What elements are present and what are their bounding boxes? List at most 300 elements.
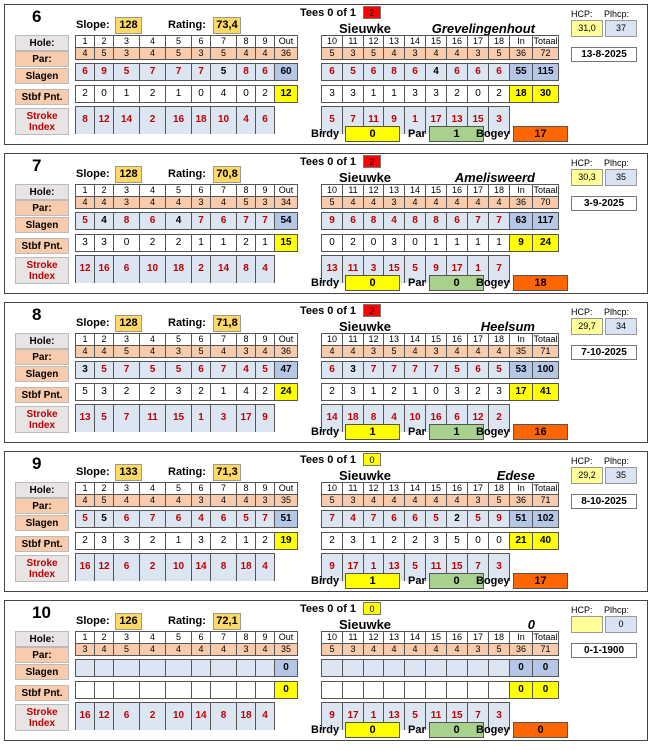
front-holes-cell: 2: [95, 632, 114, 644]
back-si-cell: 17: [343, 554, 364, 581]
back-par-cell: 4: [384, 495, 405, 507]
back-si-cell: 8: [364, 405, 384, 432]
back-holes-cell: 15: [426, 36, 447, 48]
slagen-label: Slagen: [15, 217, 69, 233]
back-stbf-cell: 3: [489, 384, 510, 401]
front-par-cell: 3: [237, 644, 256, 656]
front-par-cell: 4: [76, 197, 95, 209]
front-slagen-cell: 7: [211, 362, 237, 379]
back-par-cell: 70: [533, 197, 559, 209]
back-stbf-cell: 0: [533, 682, 559, 699]
back-slagen-cell: 4: [426, 64, 447, 81]
front-si-cell: 16: [166, 107, 192, 134]
front-stbf-cell: 2: [76, 533, 95, 550]
front-stbf-cell: [95, 682, 114, 699]
back-holes-cell: 18: [489, 632, 510, 644]
back-stbf-cell: [405, 682, 426, 699]
front-par-cell: 4: [256, 346, 275, 358]
front-holes-cell: 1: [76, 483, 95, 495]
back-par-cell: 5: [322, 495, 343, 507]
back-par-cell: 35: [510, 346, 533, 358]
front-slagen-cell: [76, 660, 95, 677]
front-stbf-cell: [166, 682, 192, 699]
front-holes-cell: 2: [95, 483, 114, 495]
back-si-cell: 1: [468, 256, 489, 283]
plhcp-label: Plhcp:: [604, 9, 630, 19]
hcp-label: HCP:: [571, 158, 593, 168]
back-slagen: [321, 63, 559, 81]
back-holes-cell: 13: [384, 632, 405, 644]
back-si-cell: 5: [405, 554, 426, 581]
back-par-cell: 4: [447, 346, 468, 358]
front-par-cell: 3: [166, 346, 192, 358]
back-si-cell: 9: [322, 554, 343, 581]
rating-label: Rating:: [168, 19, 206, 31]
back-stbf-cell: 41: [533, 384, 559, 401]
par-stat-value: 1: [429, 424, 484, 440]
front-si-cell: 6: [114, 554, 140, 581]
back-holes-cell: 13: [384, 36, 405, 48]
back-stbf-cell: [489, 682, 510, 699]
back-slagen-cell: 6: [447, 64, 468, 81]
back-par: [321, 345, 559, 358]
back-stbf-cell: 2: [343, 235, 364, 252]
front-par-cell: 3: [114, 197, 140, 209]
front-slagen-cell: 47: [275, 362, 298, 379]
back-par: [321, 494, 559, 507]
back-par-cell: 4: [405, 197, 426, 209]
stbf-label: Stbf Pnt.: [15, 89, 69, 105]
back-par-cell: 4: [447, 48, 468, 60]
back-par-cell: 3: [426, 346, 447, 358]
back-holes-cell: 10: [322, 632, 343, 644]
rating-label: Rating:: [168, 168, 206, 180]
back-si-cell: 1: [405, 107, 426, 134]
back-stbf-cell: 30: [533, 86, 559, 103]
front-stbf: [75, 532, 298, 550]
back-par-cell: 4: [426, 644, 447, 656]
back-stbf-cell: 0: [468, 533, 489, 550]
front-si-cell: 4: [256, 256, 275, 283]
front-par-cell: 4: [211, 495, 237, 507]
back-stbf-cell: 17: [510, 384, 533, 401]
rating-label: Rating:: [168, 615, 206, 627]
round-date: 0-1-1900: [571, 643, 637, 658]
back-slagen-cell: 6: [343, 213, 364, 230]
back-slagen-cell: 9: [489, 511, 510, 528]
front-par-cell: 3: [192, 197, 211, 209]
back-holes-cell: In: [510, 185, 533, 197]
front-si-cell: 3: [211, 405, 237, 432]
back-stbf-cell: 1: [364, 86, 384, 103]
tee-value: 0: [363, 602, 381, 615]
stbf-label: Stbf Pnt.: [15, 238, 69, 254]
back-par-cell: 4: [468, 346, 489, 358]
front-si-cell: 7: [114, 405, 140, 432]
back-stbf-cell: 2: [322, 533, 343, 550]
round-date: 7-10-2025: [571, 345, 637, 360]
hcp-value: 31,0: [571, 20, 603, 37]
back-par-cell: 36: [510, 644, 533, 656]
back-slagen-cell: 115: [533, 64, 559, 81]
back-slagen-cell: 5: [447, 362, 468, 379]
back-holes-cell: 14: [405, 36, 426, 48]
back-stbf-cell: [468, 682, 489, 699]
slope-label: Slope:: [76, 615, 110, 627]
front-stbf-cell: 1: [192, 235, 211, 252]
back-slagen-cell: 7: [405, 362, 426, 379]
front-par-cell: 35: [275, 644, 298, 656]
back-stbf-cell: 1: [468, 235, 489, 252]
front-holes-cell: 8: [237, 36, 256, 48]
front-si-cell: 17: [237, 405, 256, 432]
slope-label: Slope:: [76, 317, 110, 329]
back-holes-cell: 17: [468, 483, 489, 495]
front-slagen-cell: 7: [256, 213, 275, 230]
stbf-label: Stbf Pnt.: [15, 536, 69, 552]
front-par-cell: 4: [237, 48, 256, 60]
front-par: [75, 47, 298, 60]
stroke-index-label: [15, 406, 69, 433]
front-par-cell: 5: [166, 48, 192, 60]
front-stbf-cell: 2: [76, 86, 95, 103]
back-par-cell: 71: [533, 346, 559, 358]
back-si-cell: 7: [468, 703, 489, 730]
back-holes-cell: 10: [322, 334, 343, 346]
hole-label: Hole:: [15, 184, 69, 200]
plhcp-label: Plhcp:: [604, 158, 630, 168]
back-slagen-cell: 7: [322, 511, 343, 528]
back-stbf-cell: 0: [468, 86, 489, 103]
back-holes-cell: 12: [364, 334, 384, 346]
back-holes-cell: 13: [384, 185, 405, 197]
tee-value: 2: [363, 304, 381, 317]
back-par-cell: 5: [322, 644, 343, 656]
bogey-label: Bogey: [476, 426, 510, 438]
front-holes-cell: 4: [140, 36, 166, 48]
front-stbf-cell: [140, 682, 166, 699]
back-slagen-cell: 6: [468, 362, 489, 379]
front-par-cell: 5: [95, 48, 114, 60]
back-holes-cell: 18: [489, 334, 510, 346]
birdy-label: Birdy: [311, 575, 340, 587]
tee-value: 2: [363, 6, 381, 19]
index-label: Index: [28, 420, 56, 431]
par-stat-label: Par: [408, 128, 426, 140]
back-par-cell: 5: [489, 644, 510, 656]
back-par-cell: 4: [364, 197, 384, 209]
front-stbf-cell: 4: [211, 86, 237, 103]
hcp-label: HCP:: [571, 456, 593, 466]
back-par-cell: 4: [447, 644, 468, 656]
stroke-label: Stroke: [26, 707, 58, 718]
index-label: Index: [28, 271, 56, 282]
round-number: 7: [32, 156, 42, 175]
back-holes-cell: 10: [322, 483, 343, 495]
hcp-label: HCP:: [571, 307, 593, 317]
front-stbf-cell: 1: [166, 86, 192, 103]
front-slagen-cell: 6: [140, 213, 166, 230]
front-holes-cell: 6: [192, 334, 211, 346]
front-slagen-cell: 0: [275, 660, 298, 677]
front-slagen-cell: [166, 660, 192, 677]
front-stbf-cell: 1: [211, 235, 237, 252]
front-holes-cell: 7: [211, 36, 237, 48]
back-holes-cell: In: [510, 36, 533, 48]
front-par-cell: 4: [76, 495, 95, 507]
index-label: Index: [28, 569, 56, 580]
scorecard-6: [4, 4, 648, 145]
back-stbf-cell: 3: [343, 533, 364, 550]
front-stbf-cell: 3: [76, 235, 95, 252]
front-stbf-cell: 5: [76, 384, 95, 401]
front-si-cell: 12: [95, 554, 114, 581]
tee-value: 0: [363, 453, 381, 466]
front-stbf-cell: 3: [95, 533, 114, 550]
back-slagen: [321, 510, 559, 528]
front-stbf-cell: [256, 682, 275, 699]
back-si-cell: 3: [489, 107, 510, 134]
back-slagen-cell: 5: [343, 64, 364, 81]
front-par-cell: 5: [211, 48, 237, 60]
back-holes-cell: 18: [489, 185, 510, 197]
rating-value: 70,8: [213, 166, 241, 183]
front-holes-cell: 7: [211, 483, 237, 495]
course-name: 0: [527, 617, 535, 632]
front-si: [75, 255, 275, 283]
back-stbf-cell: 2: [468, 384, 489, 401]
back-holes-cell: 12: [364, 632, 384, 644]
back-slagen-cell: 7: [468, 213, 489, 230]
front-si-cell: 8: [211, 703, 237, 730]
front-holes-cell: 6: [192, 632, 211, 644]
par-label: Par:: [15, 349, 69, 365]
birdy-label: Birdy: [311, 426, 340, 438]
back-holes-cell: 15: [426, 334, 447, 346]
back-stbf-cell: 1: [447, 235, 468, 252]
rating-value: 71,8: [213, 315, 241, 332]
back-si-cell: 6: [447, 405, 468, 432]
back-slagen-cell: [322, 660, 343, 677]
front-holes-cell: Out: [275, 632, 298, 644]
front-stbf-cell: 3: [166, 384, 192, 401]
back-stbf-cell: [364, 682, 384, 699]
slope-label: Slope:: [76, 19, 110, 31]
front-slagen-cell: [237, 660, 256, 677]
front-si-cell: 8: [76, 107, 95, 134]
front-stbf-cell: 15: [275, 235, 298, 252]
tees-label: Tees 0 of 1: [300, 156, 357, 168]
back-si-cell: 15: [384, 256, 405, 283]
back-holes-cell: 16: [447, 334, 468, 346]
front-slagen-cell: 4: [192, 511, 211, 528]
front-si-cell: 2: [192, 256, 211, 283]
back-slagen-cell: 3: [343, 362, 364, 379]
front-holes-cell: 5: [166, 483, 192, 495]
front-slagen-cell: 5: [76, 511, 95, 528]
back-slagen-cell: 0: [533, 660, 559, 677]
back-stbf-cell: 1: [364, 533, 384, 550]
front-si-cell: 4: [256, 703, 275, 730]
back-par-cell: 4: [322, 346, 343, 358]
front-slagen-cell: [256, 660, 275, 677]
back-par-cell: 3: [468, 495, 489, 507]
back-si-cell: 15: [447, 703, 468, 730]
front-si-cell: 9: [256, 405, 275, 432]
back-holes-cell: 10: [322, 36, 343, 48]
rating-label: Rating:: [168, 466, 206, 478]
front-holes-cell: 9: [256, 185, 275, 197]
back-par-cell: 4: [426, 197, 447, 209]
back-si-cell: 9: [322, 703, 343, 730]
back-holes-cell: In: [510, 334, 533, 346]
bogey-value: 18: [513, 275, 568, 291]
front-holes-cell: 9: [256, 36, 275, 48]
back-si-cell: 18: [343, 405, 364, 432]
front-par-cell: 3: [237, 346, 256, 358]
back-slagen: [321, 659, 559, 677]
front-stbf-cell: 0: [95, 86, 114, 103]
back-holes-cell: Totaal: [533, 334, 558, 344]
back-holes-cell: 18: [489, 36, 510, 48]
front-holes-cell: 5: [166, 334, 192, 346]
front-stbf-cell: 2: [256, 533, 275, 550]
slope-value: 133: [115, 464, 142, 481]
stbf-label: Stbf Pnt.: [15, 685, 69, 701]
back-slagen-cell: 4: [384, 213, 405, 230]
back-slagen-cell: 7: [364, 511, 384, 528]
back-par-cell: 36: [510, 48, 533, 60]
front-slagen-cell: 8: [237, 64, 256, 81]
back-si-cell: 16: [426, 405, 447, 432]
front-stbf-cell: 24: [275, 384, 298, 401]
back-si-cell: 2: [489, 405, 510, 432]
back-slagen-cell: 6: [364, 64, 384, 81]
stroke-index-label: [15, 257, 69, 284]
back-par-cell: 36: [510, 197, 533, 209]
tees-label: Tees 0 of 1: [300, 305, 357, 317]
front-stbf-cell: [76, 682, 95, 699]
front-par-cell: 4: [140, 48, 166, 60]
front-si: [75, 404, 275, 432]
back-par-cell: 4: [489, 197, 510, 209]
back-stbf-cell: 1: [364, 384, 384, 401]
front-par-cell: 4: [237, 495, 256, 507]
front-stbf-cell: 12: [275, 86, 298, 103]
front-si-cell: 12: [95, 107, 114, 134]
front-si-cell: 16: [76, 554, 95, 581]
back-slagen-cell: 5: [426, 511, 447, 528]
slope-label: Slope:: [76, 466, 110, 478]
back-holes-cell: 11: [343, 483, 364, 495]
back-stbf-cell: 2: [489, 86, 510, 103]
player-name: Sieuwke: [339, 170, 392, 185]
front-holes-cell: 4: [140, 185, 166, 197]
back-si-cell: 7: [489, 256, 510, 283]
front-par-cell: 36: [275, 346, 298, 358]
front-par: [75, 345, 298, 358]
back-stbf-cell: 0: [322, 235, 343, 252]
front-holes-cell: 3: [114, 632, 140, 644]
hcp-value: 30,3: [571, 169, 603, 186]
back-slagen-cell: [489, 660, 510, 677]
front-par: [75, 196, 298, 209]
front-stbf-cell: 1: [211, 384, 237, 401]
bogey-value: 17: [513, 126, 568, 142]
back-slagen-cell: 7: [426, 362, 447, 379]
rating-value: 71,3: [213, 464, 241, 481]
hole-label: Hole:: [15, 35, 69, 51]
back-si-cell: 9: [426, 256, 447, 283]
slope-value: 128: [115, 17, 142, 34]
front-slagen-cell: 3: [76, 362, 95, 379]
stroke-index-label: [15, 108, 69, 135]
bogey-value: 0: [513, 722, 568, 738]
back-par-cell: 5: [322, 48, 343, 60]
front-stbf-cell: 2: [256, 86, 275, 103]
back-stbf-cell: 21: [510, 533, 533, 550]
front-holes-cell: 3: [114, 185, 140, 197]
front-slagen-cell: 7: [140, 511, 166, 528]
slagen-label: Slagen: [15, 68, 69, 84]
back-si-cell: 3: [489, 554, 510, 581]
hcp-value: [571, 616, 603, 633]
front-slagen: [75, 361, 298, 379]
back-slagen-cell: 8: [426, 213, 447, 230]
back-holes-cell: 14: [405, 334, 426, 346]
back-par-cell: 3: [343, 644, 364, 656]
front-si-cell: 14: [192, 554, 211, 581]
round-number: 10: [32, 603, 51, 622]
back-holes-cell: In: [510, 632, 533, 644]
player-name: Sieuwke: [339, 21, 392, 36]
stroke-index-label: [15, 704, 69, 731]
front-stbf-cell: 1: [114, 86, 140, 103]
front-par-cell: 4: [166, 644, 192, 656]
front-si-cell: 18: [237, 554, 256, 581]
par-stat-value: 1: [429, 126, 484, 142]
hole-label: Hole:: [15, 631, 69, 647]
front-slagen-cell: 5: [140, 362, 166, 379]
front-par-cell: 3: [256, 495, 275, 507]
front-slagen-cell: 7: [192, 213, 211, 230]
plhcp-value: 35: [605, 169, 637, 186]
front-stbf-cell: 0: [237, 86, 256, 103]
front-stbf-cell: 19: [275, 533, 298, 550]
front-slagen-cell: 8: [114, 213, 140, 230]
back-slagen-cell: 55: [510, 64, 533, 81]
hcp-label: HCP:: [571, 9, 593, 19]
front-par-cell: 4: [140, 197, 166, 209]
back-stbf: [321, 234, 559, 252]
front-si-cell: 14: [114, 107, 140, 134]
back-holes-cell: 11: [343, 185, 364, 197]
back-par-cell: 4: [405, 346, 426, 358]
front-slagen-cell: 7: [166, 64, 192, 81]
index-label: Index: [28, 122, 56, 133]
front-slagen-cell: 6: [166, 511, 192, 528]
front-holes-cell: 4: [140, 483, 166, 495]
birdy-label: Birdy: [311, 277, 340, 289]
front-slagen-cell: 5: [114, 64, 140, 81]
front-stbf-cell: [237, 682, 256, 699]
front-par-cell: 4: [140, 346, 166, 358]
back-si-cell: 17: [426, 107, 447, 134]
back-slagen-cell: 117: [533, 213, 559, 230]
front-slagen-cell: 6: [192, 362, 211, 379]
front-par-cell: 4: [76, 48, 95, 60]
back-par-cell: 4: [364, 495, 384, 507]
